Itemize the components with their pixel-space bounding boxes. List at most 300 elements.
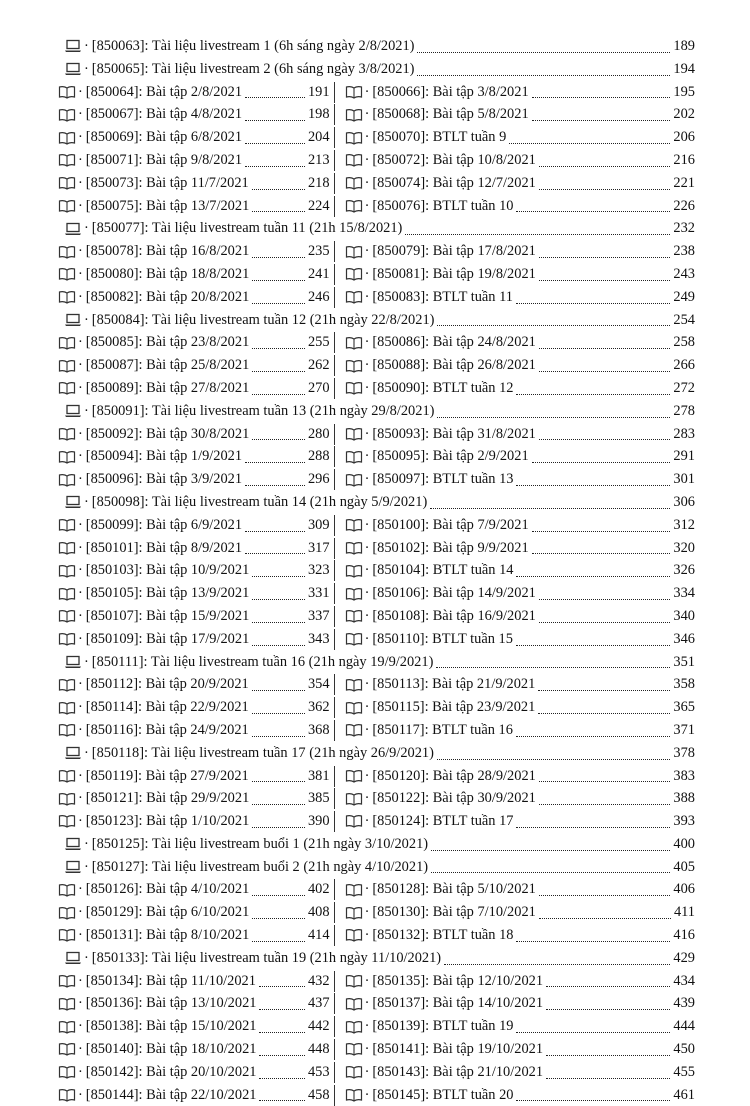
- toc-livestream-row: [58, 491, 695, 514]
- page-number: 249: [673, 288, 695, 305]
- dot-leader: [539, 599, 671, 600]
- bullet-dot: ·: [84, 60, 89, 77]
- dot-leader: [405, 234, 670, 235]
- book-icon: [58, 290, 76, 304]
- dot-leader: [546, 986, 670, 987]
- toc-entry-left: [58, 263, 334, 286]
- toc-livestream-row: [58, 400, 695, 423]
- toc-exercise-row: [58, 1061, 695, 1084]
- dot-leader: [539, 918, 671, 919]
- page-number: 450: [673, 1041, 695, 1058]
- book-icon: [345, 564, 363, 578]
- entry-title: [850085]: Bài tập 23/8/2021: [85, 334, 250, 351]
- entry-title: [850126]: Bài tập 4/10/2021: [85, 881, 250, 898]
- toc-entry-right: [335, 878, 695, 901]
- toc-exercise-row: [58, 354, 695, 377]
- toc-entry-left: [58, 787, 334, 810]
- book-icon: [58, 814, 76, 828]
- bullet-dot: ·: [364, 790, 370, 807]
- dot-leader: [431, 850, 670, 851]
- dot-leader: [259, 1100, 305, 1101]
- dot-leader: [417, 75, 670, 76]
- toc-entry-left: [58, 103, 334, 126]
- toc-exercise-row: [58, 901, 695, 924]
- dot-leader: [539, 439, 671, 440]
- entry-title: [850072]: Bài tập 10/8/2021: [372, 151, 536, 168]
- page-number: 381: [307, 767, 330, 784]
- page-number: 246: [307, 288, 330, 305]
- toc-entry-right: [335, 1038, 695, 1061]
- book-icon: [345, 769, 363, 783]
- entry-title: [850084]: Tài liệu livestream tuần 12 (21h ngày 22/8/2021): [91, 311, 435, 328]
- book-icon: [58, 359, 76, 373]
- bullet-dot: ·: [364, 1086, 370, 1103]
- dot-leader: [245, 166, 305, 167]
- toc-entry-right: [335, 377, 695, 400]
- toc-exercise-row: [58, 628, 695, 651]
- toc-exercise-row: [58, 149, 695, 172]
- dot-leader: [252, 280, 305, 281]
- laptop-icon: [64, 951, 82, 965]
- dot-leader: [546, 1055, 670, 1056]
- page-number: 383: [673, 767, 695, 784]
- entry-title: [850102]: Bài tập 9/9/2021: [372, 539, 529, 556]
- book-icon: [345, 883, 363, 897]
- page-number: 402: [307, 881, 330, 898]
- page-number: 232: [673, 220, 695, 237]
- page-number: 458: [307, 1086, 330, 1103]
- entry-title: [850121]: Bài tập 29/9/2021: [85, 790, 250, 807]
- entry-title: [850065]: Tài liệu livestream 2 (6h sáng ngày 3/8/2021): [91, 60, 415, 77]
- dot-leader: [259, 1009, 305, 1010]
- entry-title: [850114]: Bài tập 22/9/2021: [85, 699, 249, 716]
- toc-exercise-row: [58, 423, 695, 446]
- bullet-dot: ·: [364, 265, 370, 282]
- toc-exercise-row: [58, 1015, 695, 1038]
- toc-exercise-row: [58, 286, 695, 309]
- bullet-dot: ·: [78, 448, 83, 465]
- bullet-dot: ·: [78, 1041, 83, 1058]
- entry-title: [850108]: Bài tập 16/9/2021: [372, 607, 536, 624]
- entry-title: [850097]: BTLT tuần 13: [372, 471, 514, 488]
- entry-title: [850125]: Tài liệu livestream buổi 1 (21h ngày 3/10/2021): [91, 835, 429, 852]
- bullet-dot: ·: [78, 1086, 83, 1103]
- entry-title: [850075]: Bài tập 13/7/2021: [85, 197, 250, 214]
- toc-entry-left: [58, 559, 334, 582]
- bullet-dot: ·: [78, 357, 83, 374]
- entry-title: [850090]: BTLT tuần 12: [372, 379, 514, 396]
- toc-entry-right: [335, 423, 695, 446]
- dot-leader: [252, 713, 305, 714]
- book-icon: [345, 85, 363, 99]
- toc-entry-right: [335, 673, 695, 696]
- page-number: 262: [307, 357, 330, 374]
- toc-entry-left: [58, 901, 334, 924]
- page-number: 258: [673, 334, 695, 351]
- book-icon: [58, 632, 76, 646]
- book-icon: [58, 131, 76, 145]
- book-icon: [58, 906, 76, 920]
- entry-title: [850123]: Bài tập 1/10/2021: [85, 813, 250, 830]
- entry-title: [850070]: BTLT tuần 9: [372, 129, 507, 146]
- page-number: 346: [673, 630, 695, 647]
- dot-leader: [252, 781, 305, 782]
- entry-title: [850132]: BTLT tuần 18: [372, 927, 514, 944]
- bullet-dot: ·: [78, 904, 83, 921]
- entry-title: [850076]: BTLT tuần 10: [372, 197, 514, 214]
- dot-leader: [252, 736, 305, 737]
- book-icon: [58, 792, 76, 806]
- entry-title: [850128]: Bài tập 5/10/2021: [372, 881, 536, 898]
- toc-exercise-row: [58, 696, 695, 719]
- entry-title: [850086]: Bài tập 24/8/2021: [372, 334, 536, 351]
- toc-entry-left: [58, 331, 334, 354]
- bullet-dot: ·: [78, 288, 83, 305]
- page-number: 323: [307, 562, 330, 579]
- laptop-icon: [64, 655, 82, 669]
- toc-entry-right: [335, 1084, 695, 1106]
- dot-leader: [532, 120, 671, 121]
- toc-exercise-row: [58, 81, 695, 104]
- page-number: 455: [673, 1063, 695, 1080]
- page-number: 442: [307, 1018, 330, 1035]
- bullet-dot: ·: [364, 1041, 370, 1058]
- dot-leader: [538, 690, 670, 691]
- entry-title: [850124]: BTLT tuần 17: [372, 813, 514, 830]
- toc-entry-left: [58, 765, 334, 788]
- entry-title: [850145]: BTLT tuần 20: [372, 1086, 514, 1103]
- book-icon: [58, 381, 76, 395]
- dot-leader: [516, 303, 670, 304]
- bullet-dot: ·: [364, 1018, 370, 1035]
- table-of-contents: [58, 35, 695, 1106]
- page-number: 393: [673, 813, 695, 830]
- bullet-dot: ·: [78, 265, 83, 282]
- toc-entry-right: [335, 901, 695, 924]
- toc-entry-right: [335, 286, 695, 309]
- dot-leader: [252, 599, 305, 600]
- book-icon: [345, 541, 363, 555]
- book-icon: [345, 974, 363, 988]
- bullet-dot: ·: [364, 448, 370, 465]
- dot-leader: [259, 1032, 305, 1033]
- toc-exercise-row: [58, 673, 695, 696]
- dot-leader: [516, 1100, 670, 1101]
- entry-title: [850063]: Tài liệu livestream 1 (6h sáng ngày 2/8/2021): [91, 38, 415, 54]
- entry-title: [850141]: Bài tập 19/10/2021: [372, 1041, 544, 1058]
- toc-entry-right: [335, 992, 695, 1015]
- toc-exercise-row: [58, 605, 695, 628]
- toc-entry-left: [58, 195, 334, 218]
- dot-leader: [252, 804, 305, 805]
- entry-title: [850136]: Bài tập 13/10/2021: [85, 995, 257, 1012]
- page-number: 241: [307, 265, 330, 282]
- toc-entry-left: [58, 970, 334, 993]
- dot-leader: [539, 166, 671, 167]
- bullet-dot: ·: [364, 425, 370, 442]
- toc-exercise-row: [58, 537, 695, 560]
- book-icon: [345, 701, 363, 715]
- book-icon: [345, 928, 363, 942]
- entry-title: [850130]: Bài tập 7/10/2021: [372, 904, 536, 921]
- page-number: 354: [307, 676, 330, 693]
- dot-leader: [252, 827, 305, 828]
- entry-title: [850116]: Bài tập 24/9/2021: [85, 721, 249, 738]
- toc-exercise-row: [58, 924, 695, 947]
- bullet-dot: ·: [364, 972, 370, 989]
- page-number: 288: [307, 448, 330, 465]
- bullet-dot: ·: [364, 904, 370, 921]
- dot-leader: [245, 97, 305, 98]
- book-icon: [345, 587, 363, 601]
- bullet-dot: ·: [78, 927, 83, 944]
- laptop-icon: [64, 222, 82, 236]
- toc-entry-right: [335, 719, 695, 742]
- page-number: 202: [673, 106, 695, 123]
- toc-exercise-row: [58, 970, 695, 993]
- page-number: 385: [307, 790, 330, 807]
- page-number: 358: [673, 676, 695, 693]
- book-icon: [58, 769, 76, 783]
- dot-leader: [539, 280, 671, 281]
- page-number: 216: [673, 151, 695, 168]
- dot-leader: [532, 553, 671, 554]
- bullet-dot: ·: [84, 220, 89, 237]
- dot-leader: [516, 576, 670, 577]
- dot-leader: [245, 553, 305, 554]
- dot-leader: [252, 189, 305, 190]
- bullet-dot: ·: [78, 721, 83, 738]
- page-number: 243: [673, 265, 695, 282]
- toc-exercise-row: [58, 377, 695, 400]
- entry-title: [850099]: Bài tập 6/9/2021: [85, 516, 243, 533]
- bullet-dot: ·: [364, 676, 370, 693]
- bullet-dot: ·: [364, 379, 370, 396]
- dot-leader: [516, 211, 670, 212]
- bullet-dot: ·: [78, 379, 83, 396]
- toc-entry-left: [58, 126, 334, 149]
- toc-entry-right: [335, 537, 695, 560]
- toc-entry-left: [58, 81, 334, 104]
- entry-title: [850138]: Bài tập 15/10/2021: [85, 1018, 257, 1035]
- dot-leader: [539, 257, 671, 258]
- toc-entry-left: [58, 810, 334, 833]
- dot-leader: [539, 348, 671, 349]
- bullet-dot: ·: [78, 425, 83, 442]
- book-icon: [58, 245, 76, 259]
- toc-livestream-row: [58, 833, 695, 856]
- page-number: 405: [673, 858, 695, 875]
- dot-leader: [444, 964, 670, 965]
- page-number: 224: [307, 197, 330, 214]
- page-number: 437: [307, 995, 330, 1012]
- page-number: 390: [307, 813, 330, 830]
- toc-livestream-row: [58, 35, 695, 58]
- bullet-dot: ·: [364, 699, 370, 716]
- dot-leader: [516, 827, 670, 828]
- page-number: 414: [307, 927, 330, 944]
- toc-exercise-row: [58, 765, 695, 788]
- dot-leader: [539, 371, 671, 372]
- bullet-dot: ·: [84, 858, 89, 875]
- bullet-dot: ·: [78, 243, 83, 260]
- bullet-dot: ·: [364, 129, 370, 146]
- book-icon: [58, 427, 76, 441]
- book-icon: [58, 997, 76, 1011]
- bullet-dot: ·: [84, 402, 89, 419]
- page-number: 278: [673, 402, 695, 419]
- page-number: 406: [673, 881, 695, 898]
- book-icon: [58, 541, 76, 555]
- book-icon: [58, 1020, 76, 1034]
- toc-entry-left: [58, 1084, 334, 1106]
- book-icon: [58, 450, 76, 464]
- page-number: 331: [307, 585, 330, 602]
- page-number: 351: [673, 653, 695, 670]
- dot-leader: [252, 303, 305, 304]
- book-icon: [58, 883, 76, 897]
- entry-title: [850119]: Bài tập 27/9/2021: [85, 767, 249, 784]
- page-number: 270: [307, 379, 330, 396]
- dot-leader: [516, 485, 670, 486]
- page-number: 439: [673, 995, 695, 1012]
- entry-title: [850091]: Tài liệu livestream tuần 13 (21h ngày 29/8/2021): [91, 402, 435, 419]
- bullet-dot: ·: [78, 174, 83, 191]
- book-icon: [58, 701, 76, 715]
- entry-title: [850139]: BTLT tuần 19: [372, 1018, 514, 1035]
- bullet-dot: ·: [364, 151, 370, 168]
- page-number: 255: [307, 334, 330, 351]
- bullet-dot: ·: [84, 949, 89, 966]
- bullet-dot: ·: [364, 471, 370, 488]
- entry-title: [850110]: BTLT tuần 15: [372, 630, 513, 647]
- toc-entry-right: [335, 81, 695, 104]
- toc-exercise-row: [58, 331, 695, 354]
- dot-leader: [539, 804, 671, 805]
- entry-title: [850074]: Bài tập 12/7/2021: [372, 174, 536, 191]
- bullet-dot: ·: [364, 767, 370, 784]
- toc-entry-left: [58, 149, 334, 172]
- dot-leader: [532, 462, 671, 463]
- page-number: 368: [307, 721, 330, 738]
- page-number: 434: [673, 972, 695, 989]
- dot-leader: [546, 1009, 670, 1010]
- entry-title: [850077]: Tài liệu livestream tuần 11 (21h 15/8/2021): [91, 220, 403, 237]
- book-icon: [345, 632, 363, 646]
- entry-title: [850079]: Bài tập 17/8/2021: [372, 243, 536, 260]
- page-number: 266: [673, 357, 695, 374]
- dot-leader: [516, 941, 670, 942]
- book-icon: [58, 518, 76, 532]
- bullet-dot: ·: [78, 106, 83, 123]
- bullet-dot: ·: [78, 585, 83, 602]
- book-icon: [58, 153, 76, 167]
- toc-entry-left: [58, 468, 334, 491]
- toc-livestream-row: [58, 217, 695, 240]
- bullet-dot: ·: [78, 516, 83, 533]
- toc-livestream-row: [58, 58, 695, 81]
- laptop-icon: [64, 837, 82, 851]
- toc-entry-right: [335, 582, 695, 605]
- toc-entry-right: [335, 970, 695, 993]
- toc-entry-right: [335, 628, 695, 651]
- page-number: 432: [307, 972, 330, 989]
- page-number: 195: [673, 83, 695, 100]
- dot-leader: [539, 781, 671, 782]
- page-number: 334: [673, 585, 695, 602]
- page-number: 213: [307, 151, 330, 168]
- dot-leader: [509, 143, 670, 144]
- toc-livestream-row: [58, 742, 695, 765]
- toc-entry-right: [335, 354, 695, 377]
- entry-title: [850078]: Bài tập 16/8/2021: [85, 243, 250, 260]
- bullet-dot: ·: [84, 835, 89, 852]
- dot-leader: [252, 690, 305, 691]
- page-number: 218: [307, 174, 330, 191]
- page-number: 235: [307, 243, 330, 260]
- page-number: 254: [673, 311, 695, 328]
- entry-title: [850127]: Tài liệu livestream buổi 2 (21h ngày 4/10/2021): [91, 858, 429, 875]
- book-icon: [345, 906, 363, 920]
- toc-entry-left: [58, 514, 334, 537]
- page-number: 280: [307, 425, 330, 442]
- toc-entry-left: [58, 696, 334, 719]
- bullet-dot: ·: [78, 1018, 83, 1035]
- dot-leader: [252, 257, 305, 258]
- bullet-dot: ·: [364, 288, 370, 305]
- dot-leader: [436, 667, 670, 668]
- book-icon: [58, 564, 76, 578]
- entry-title: [850068]: Bài tập 5/8/2021: [372, 106, 529, 123]
- entry-title: [850067]: Bài tập 4/8/2021: [85, 106, 243, 123]
- page-number: 388: [673, 790, 695, 807]
- bullet-dot: ·: [78, 630, 83, 647]
- entry-title: [850142]: Bài tập 20/10/2021: [85, 1063, 257, 1080]
- toc-exercise-row: [58, 810, 695, 833]
- book-icon: [58, 1088, 76, 1102]
- book-icon: [345, 1020, 363, 1034]
- book-icon: [345, 359, 363, 373]
- book-icon: [58, 928, 76, 942]
- book-icon: [58, 587, 76, 601]
- toc-entry-left: [58, 1038, 334, 1061]
- dot-leader: [252, 895, 305, 896]
- toc-entry-right: [335, 559, 695, 582]
- book-icon: [345, 723, 363, 737]
- toc-entry-right: [335, 1015, 695, 1038]
- book-icon: [345, 997, 363, 1011]
- bullet-dot: ·: [84, 493, 89, 510]
- book-icon: [345, 176, 363, 190]
- book-icon: [345, 245, 363, 259]
- book-icon: [345, 609, 363, 623]
- entry-title: [850140]: Bài tập 18/10/2021: [85, 1041, 257, 1058]
- dot-leader: [430, 508, 670, 509]
- page-number: 461: [673, 1086, 695, 1103]
- entry-title: [850093]: Bài tập 31/8/2021: [372, 425, 536, 442]
- dot-leader: [252, 576, 305, 577]
- book-icon: [58, 108, 76, 122]
- dot-leader: [516, 645, 670, 646]
- dot-leader: [245, 143, 305, 144]
- book-icon: [58, 678, 76, 692]
- toc-exercise-row: [58, 559, 695, 582]
- bullet-dot: ·: [364, 539, 370, 556]
- dot-leader: [437, 417, 670, 418]
- bullet-dot: ·: [84, 653, 89, 670]
- page-number: 291: [673, 448, 695, 465]
- page-number: 238: [673, 243, 695, 260]
